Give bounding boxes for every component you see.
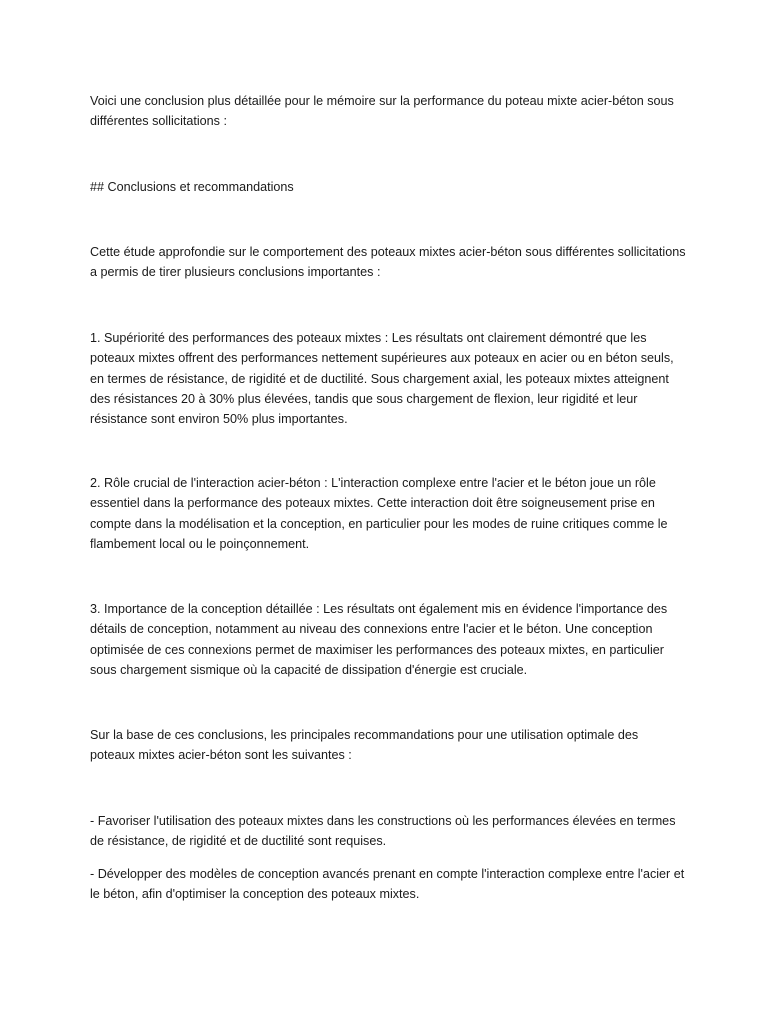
section-heading: ## Conclusions et recommandations <box>90 180 294 194</box>
document-page <box>90 0 686 1024</box>
conclusion-item-2: 2. Rôle crucial de l'interaction acier-béton : L'interaction complexe entre l'acier et le béton joue un rôle essentiel dans la performance des poteaux mixtes. Cette interaction doit être soigneusement prise en compte dans la modélisation et la conception, en particulier pour les modes de ruine critiques comme le flambement local ou le poinçonnement. <box>90 476 668 551</box>
study-paragraph: Cette étude approfondie sur le comportement des poteaux mixtes acier-béton sous différentes sollicitations a permis de tirer plusieurs conclusions importantes : <box>90 245 686 280</box>
intro-paragraph: Voici une conclusion plus détaillée pour le mémoire sur la performance du poteau mixte acier-béton sous différentes sollicitations : <box>90 94 674 129</box>
conclusion-item-1: 1. Supériorité des performances des poteaux mixtes : Les résultats ont clairement démontré que les poteaux mixtes offrent des performances nettement supérieures aux poteaux en acier ou en béton seuls, en termes de résistance, de rigidité et de ductilité. Sous chargement axial, les poteaux mixtes atteignent des résistances 20 à 30% plus élevées, tandis que sous chargement de flexion, leur rigidité et leur résistance sont environ 50% plus importantes. <box>90 331 674 427</box>
conclusion-item-3: 3. Importance de la conception détaillée : Les résultats ont également mis en évidence l'importance des détails de conception, notamment au niveau des connexions entre l'acier et le béton. Une conception optimisée de ces connexions permet de maximiser les performances des poteaux mixtes, en particulier sous chargement sismique où la capacité de dissipation d'énergie est cruciale. <box>90 602 668 677</box>
recommendations-intro: Sur la base de ces conclusions, les principales recommandations pour une utilisation optimale des poteaux mixtes acier-béton sont les suivantes : <box>90 728 639 763</box>
recommendation-item-2: - Développer des modèles de conception avancés prenant en compte l'interaction complexe entre l'acier et le béton, afin d'optimiser la conception des poteaux mixtes. <box>90 867 685 902</box>
recommendation-item-1: - Favoriser l'utilisation des poteaux mixtes dans les constructions où les performances élevées en termes de résistance, de rigidité et de ductilité sont requises. <box>90 814 676 849</box>
